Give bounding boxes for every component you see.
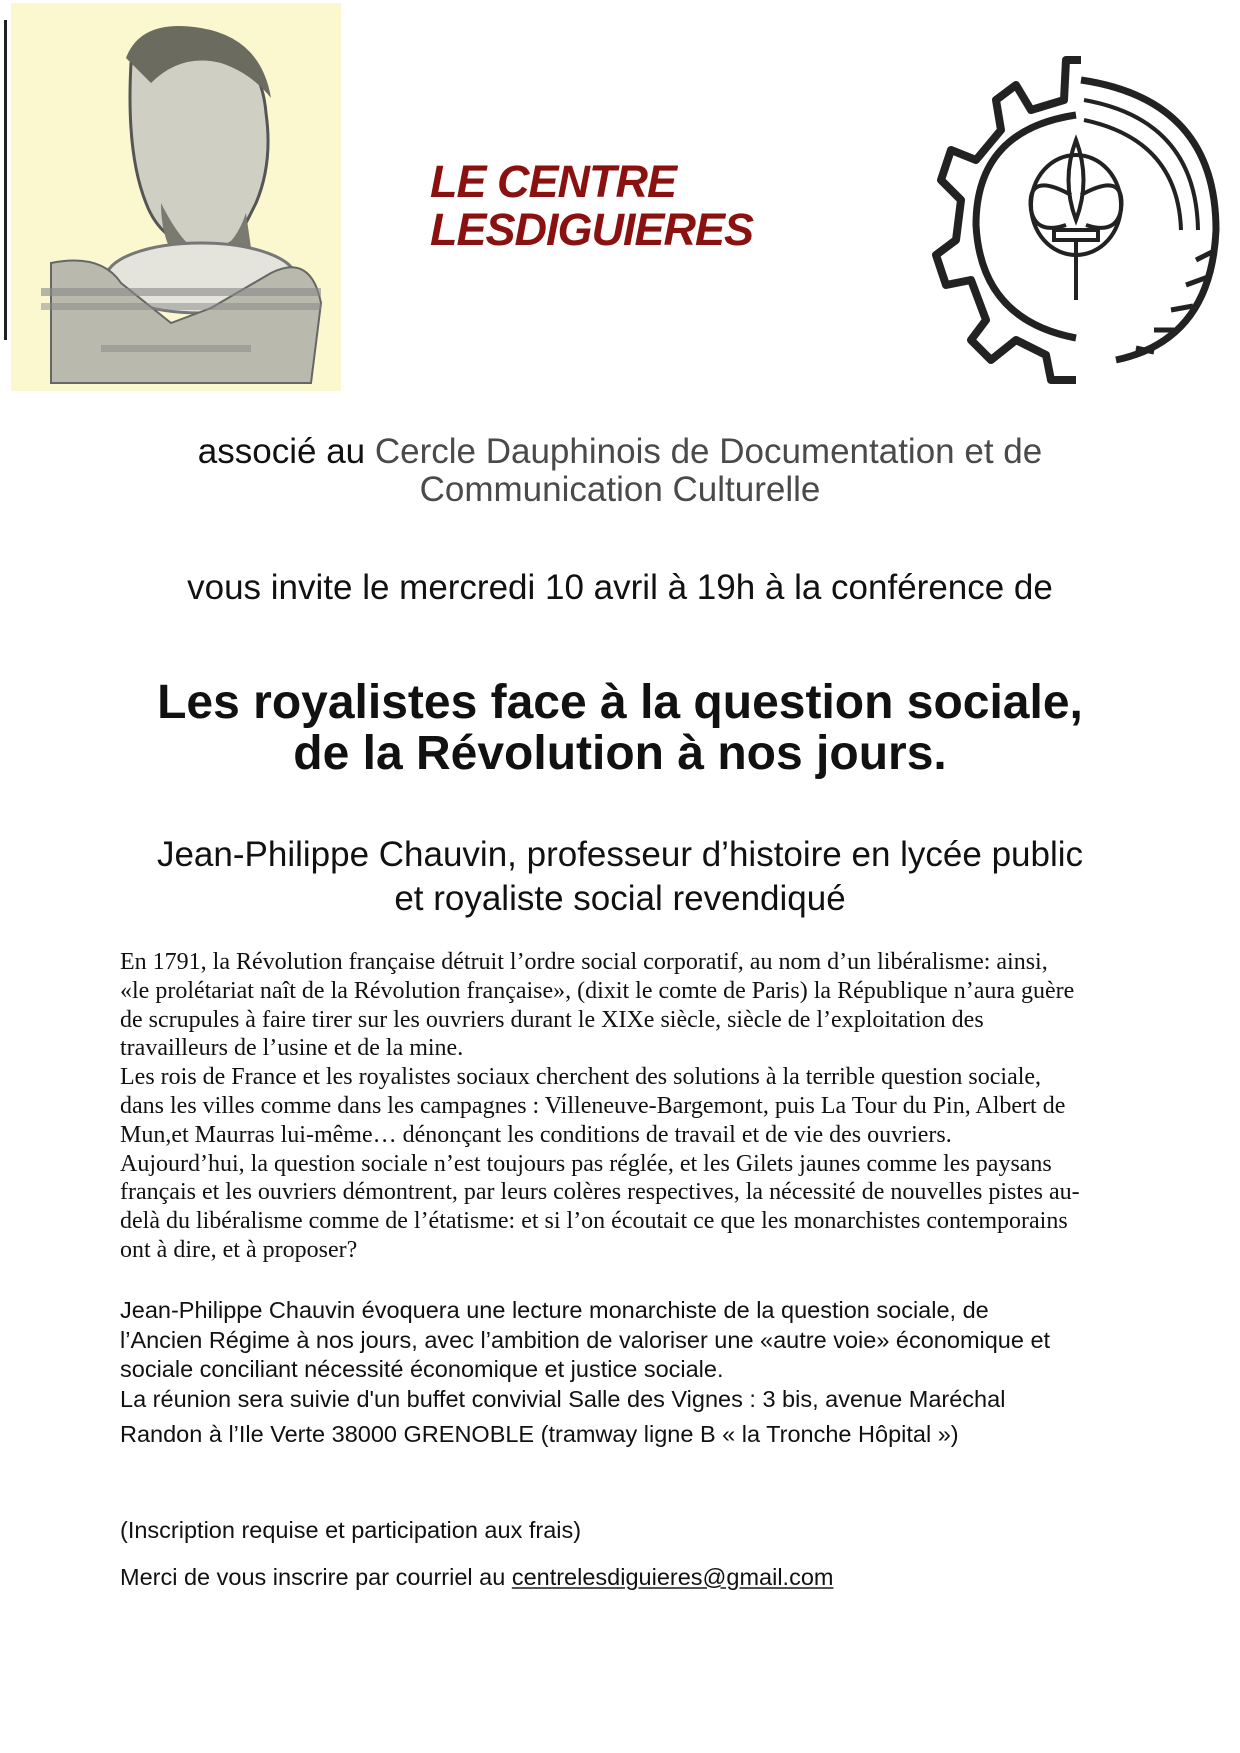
emblem-logo [916, 20, 1236, 390]
description-line: dans les villes comme dans les campagnes : Villeneuve-Bargemont, puis La Tour du Pin, Albert de [120, 1092, 1066, 1119]
details-line: l’Ancien Régime à nos jours, avec l’ambition de valoriser une «autre voie» économique et [120, 1326, 1051, 1353]
association-name-line-1: Cercle Dauphinois de Documentation et de [374, 432, 1043, 471]
email-link[interactable]: centrelesdiguieres@gmail.com [511, 1564, 834, 1590]
conference-title-line-1: Les royalistes face à la question sociale, [157, 676, 1083, 729]
description-line: Les rois de France et les royalistes sociaux cherchent des solutions à la terrible question sociale, [120, 1064, 1042, 1091]
description-line: «le prolétariat naît de la Révolution française», (dixit le comte de Paris) la République n’aura guère [120, 977, 1075, 1004]
invitation-line: vous invite le mercredi 10 avril à 19h à la conférence de [187, 568, 1053, 607]
conference-title-line-2: de la Révolution à nos jours. [293, 727, 947, 780]
description-line: En 1791, la Révolution française détruit l’ordre social corporatif, au nom d’un libéralisme: ainsi, [120, 949, 1048, 975]
organization-title [430, 158, 753, 254]
details-line: Jean-Philippe Chauvin évoquera une lecture monarchiste de la question sociale, de [120, 1297, 989, 1323]
event-details-paragraph [120, 1296, 1050, 1450]
speaker-info [0, 833, 1240, 921]
description-line: Mun,et Maurras lui-même… dénonçant les conditions de travail et de vie des ouvriers. [120, 1121, 952, 1148]
association-statement [0, 433, 1240, 509]
title-line-1: LE CENTRE [430, 156, 677, 207]
details-line: sociale conciliant nécessité économique et justice sociale. [120, 1356, 724, 1382]
portrait-image [11, 3, 341, 391]
speaker-line-2: et royaliste social revendiqué [394, 879, 846, 918]
portrait-border-line [4, 20, 7, 340]
description-line: Aujourd’hui, la question sociale n’est toujours pas réglée, et les Gilets jaunes comme les paysans [120, 1150, 1052, 1177]
description-line: travailleurs de l’usine et de la mine. [120, 1035, 464, 1062]
registration-note: (Inscription requise et participation aux frais) [120, 1517, 582, 1543]
conference-title [0, 677, 1240, 779]
contact-line [120, 1564, 833, 1591]
speaker-line-1: Jean-Philippe Chauvin, professeur d’histoire en lycée public [156, 835, 1084, 874]
title-line-2: LESDIGUIERES [430, 204, 754, 255]
association-name-line-2: Communication Culturelle [419, 470, 821, 509]
description-line: français et les ouvriers démontrent, par leurs colères respectives, la nécessité de nouvelles pistes au- [120, 1179, 1080, 1206]
description-line: delà du libéralisme comme de l’étatisme: et si l’on écoutait ce que les monarchistes contemporains [120, 1208, 1068, 1235]
description-line: ont à dire, et à proposer? [120, 1236, 358, 1263]
details-line: La réunion sera suivie d'un buffet convivial Salle des Vignes : 3 bis, avenue Maréchal [120, 1385, 1006, 1412]
details-line: Randon à l’Ile Verte 38000 GRENOBLE (tramway ligne B « la Tronche Hôpital ») [120, 1421, 959, 1447]
gear-fleur-de-lis-wheat-icon [916, 20, 1236, 390]
portrait-engraving-icon [11, 3, 341, 391]
association-prefix: associé au [197, 432, 375, 471]
description-line: de scrupules à faire tirer sur les ouvriers durant le XIXe siècle, siècle de l’exploitation des [120, 1006, 984, 1033]
contact-prefix: Merci de vous inscrire par courriel au [120, 1564, 512, 1590]
description-paragraph [120, 948, 1080, 1265]
